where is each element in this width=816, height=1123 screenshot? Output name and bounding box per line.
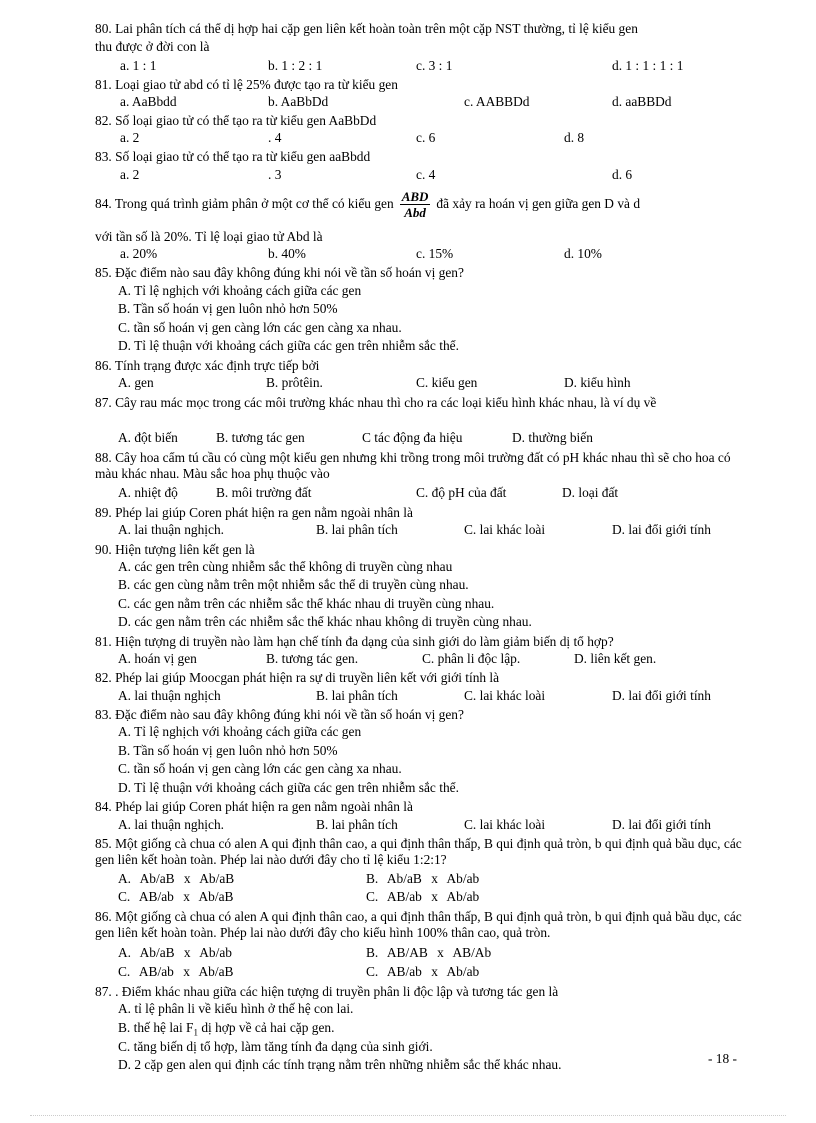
q83b-option-c: C. tần số hoán vị gen càng lớn các gen càng xa nhau. — [118, 761, 402, 776]
q84-stem-line2: với tần số là 20%. Tỉ lệ loại giao tử Abd là — [95, 229, 323, 244]
q85b-option-c1: C. AB/ab x Ab/aB — [118, 889, 234, 904]
q81-option-d: d. aaBBDd — [612, 94, 672, 109]
q86b-option-b: B. AB/AB x AB/Ab — [366, 945, 492, 960]
q83b-option-b: B. Tần số hoán vị gen luôn nhỏ hơn 50% — [118, 743, 338, 758]
q83-option-c: c. 4 — [416, 167, 436, 182]
q90-stem: 90. Hiện tượng liên kết gen là — [95, 542, 255, 557]
q84-option-c: c. 15% — [416, 246, 454, 261]
q87-option-d: D. thường biến — [512, 430, 593, 445]
q90-option-a: A. các gen trên cùng nhiễm sắc thể không di truyền cùng nhau — [118, 559, 453, 574]
q88-stem: 88. Cây hoa cẩm tú cầu có cùng một kiểu gen nhưng khi trồng trong môi trường đất có pH khác nhau thì sẽ cho hoa có màu khác nhau. Màu sắc hoa phụ thuộc vào — [95, 450, 731, 481]
q82-stem: 82. Số loại giao tử có thể tạo ra từ kiểu gen AaBbDd — [95, 113, 377, 128]
q81b-stem: 81. Hiện tượng di truyền nào làm hạn chế tính đa dạng của sinh giới do làm giảm biến dị tổ hợp? — [95, 634, 614, 649]
q85-option-b: B. Tần số hoán vị gen luôn nhỏ hơn 50% — [118, 301, 338, 316]
q82b-option-c: C. lai khác loài — [464, 688, 546, 703]
fraction-denominator: Abd — [404, 205, 426, 221]
q86b-stem: 86. Một giống cà chua có alen A qui định thân cao, a qui định thân thấp, B qui định quả tròn, b qui định quả bầu dục, các gen liên kết hoàn toàn. Phép lai nào dưới đây cho kiểu hình 100% thân cao, quả tròn. — [95, 909, 742, 940]
q82-option-d: d. 8 — [564, 130, 585, 145]
q85-option-a: A. Tỉ lệ nghịch với khoảng cách giữa các gen — [118, 283, 362, 298]
q84b-option-d: D. lai đổi giới tính — [612, 817, 711, 832]
q88-option-c: C. độ pH của đất — [416, 485, 507, 500]
q82b-stem: 82. Phép lai giúp Moocgan phát hiện ra sự di truyền liên kết với giới tính là — [95, 670, 500, 685]
q88-option-b: B. môi trường đất — [216, 485, 312, 500]
q80-stem-line2: thu được ở đời con là — [95, 39, 210, 54]
q82-option-a: a. 2 — [120, 130, 140, 145]
q81-option-a: a. AaBbdd — [120, 94, 177, 109]
q86-stem: 86. Tính trạng được xác định trực tiếp bởi — [95, 358, 320, 373]
q86-option-d: D. kiểu hình — [564, 375, 631, 390]
q87b-option-b-post: dị hợp về cả hai cặp gen. — [198, 1020, 335, 1035]
q84b-stem: 84. Phép lai giúp Coren phát hiện ra gen nằm ngoài nhân là — [95, 799, 413, 814]
genotype-fraction — [400, 189, 431, 220]
q82b-option-d: D. lai đổi giới tính — [612, 688, 711, 703]
q84b-option-a: A. lai thuận nghịch. — [118, 817, 224, 832]
q89-option-b: B. lai phân tích — [316, 522, 398, 537]
q87-option-c: C tác động đa hiệu — [362, 430, 463, 445]
q82-option-c: c. 6 — [416, 130, 436, 145]
page-number: - 18 - — [708, 1051, 738, 1066]
q85-option-c: C. tần số hoán vị gen càng lớn các gen càng xa nhau. — [118, 320, 402, 335]
q90-option-c: C. các gen nằm trên các nhiễm sắc thể khác nhau di truyền cùng nhau. — [118, 596, 495, 611]
q85b-option-c2: C. AB/ab x Ab/ab — [366, 889, 480, 904]
q88-option-a: A. nhiệt độ — [118, 485, 178, 500]
q86b-option-c1: C. AB/ab x Ab/aB — [118, 964, 234, 979]
q87b-option-d: D. 2 cặp gen alen qui định các tính trạng nằm trên những nhiễm sắc thể khác nhau. — [118, 1057, 562, 1072]
q83b-stem: 83. Đặc điểm nào sau đây không đúng khi nói về tần số hoán vị gen? — [95, 707, 464, 722]
q84-option-d: d. 10% — [564, 246, 602, 261]
q90-option-b: B. các gen cùng nằm trên một nhiễm sắc thể di truyền cùng nhau. — [118, 577, 469, 592]
q87-option-a: A. đột biến — [118, 430, 178, 445]
q86-option-a: A. gen — [118, 375, 154, 390]
q80-option-b: b. 1 : 2 : 1 — [268, 58, 323, 73]
q84-stem-line1 — [95, 187, 756, 221]
q81b-option-d: D. liên kết gen. — [574, 651, 657, 666]
q84-option-a: a. 20% — [120, 246, 158, 261]
q82b-option-a: A. lai thuận nghịch — [118, 688, 221, 703]
q86b-option-a: A. Ab/aB x Ab/ab — [118, 945, 232, 960]
q84b-option-b: B. lai phân tích — [316, 817, 398, 832]
q87b-stem: 87. . Điểm khác nhau giữa các hiện tượng di truyền phân li độc lập và tương tác gen là — [95, 984, 559, 999]
q86-option-b: B. prôtêin. — [266, 375, 323, 390]
q82-option-b: . 4 — [268, 130, 282, 145]
q81b-option-a: A. hoán vị gen — [118, 651, 197, 666]
q82b-option-b: B. lai phân tích — [316, 688, 398, 703]
q85b-stem: 85. Một giống cà chua có alen A qui định thân cao, a qui định thân thấp, B qui định quả tròn, b qui định quả bầu dục, các gen liên kết hoàn toàn. Phép lai nào dưới đây cho tỉ lệ kiểu 1:2:1? — [95, 836, 742, 867]
q87b-option-a: A. tỉ lệ phân li về kiểu hình ở thế hệ con lai. — [118, 1001, 354, 1016]
q80-option-a: a. 1 : 1 — [120, 58, 157, 73]
q84-option-b: b. 40% — [268, 246, 306, 261]
q81b-option-b: B. tương tác gen. — [266, 651, 359, 666]
q83b-option-d: D. Tỉ lệ thuận với khoảng cách giữa các gen trên nhiễm sắc thể. — [118, 780, 459, 795]
q90-option-d: D. các gen nằm trên các nhiễm sắc thể khác nhau không di truyền cùng nhau. — [118, 614, 532, 629]
q87-option-b: B. tương tác gen — [216, 430, 305, 445]
q85-option-d: D. Tỉ lệ thuận với khoảng cách giữa các gen trên nhiễm sắc thể. — [118, 338, 459, 353]
q89-option-c: C. lai khác loài — [464, 522, 546, 537]
q84b-option-c: C. lai khác loài — [464, 817, 546, 832]
q81-option-b: b. AaBbDd — [268, 94, 329, 109]
q80-stem-line1: 80. Lai phân tích cá thể dị hợp hai cặp gen liên kết hoàn toàn trên một cặp NST thường, tỉ lệ kiểu gen — [95, 21, 638, 36]
q85b-option-a: A. Ab/aB x Ab/aB — [118, 871, 235, 886]
q84-stem-after: đã xảy ra hoán vị gen giữa gen D và d — [436, 196, 641, 211]
q81-stem: 81. Loại giao tử abd có tỉ lệ 25% được tạo ra từ kiểu gen — [95, 77, 398, 92]
q81-option-c: c. AABBDd — [464, 94, 530, 109]
q87b-option-b — [118, 1020, 334, 1038]
q87b-option-b-sub: 1 — [193, 1027, 198, 1038]
q83-option-a: a. 2 — [120, 167, 140, 182]
q80-option-d: d. 1 : 1 : 1 : 1 — [612, 58, 684, 73]
page-bottom-border — [30, 1115, 786, 1116]
q85b-option-b: B. Ab/aB x Ab/ab — [366, 871, 480, 886]
q85-stem: 85. Đặc điểm nào sau đây không đúng khi nói về tần số hoán vị gen? — [95, 265, 464, 280]
q87-stem: 87. Cây rau mác mọc trong các môi trường khác nhau thì cho ra các loại kiểu hình khác nhau, là ví dụ về — [95, 395, 657, 410]
q83-option-d: d. 6 — [612, 167, 633, 182]
q88-option-d: D. loại đất — [562, 485, 619, 500]
q89-stem: 89. Phép lai giúp Coren phát hiện ra gen nằm ngoài nhân là — [95, 505, 413, 520]
q86b-option-c2: C. AB/ab x Ab/ab — [366, 964, 480, 979]
q81b-option-c: C. phân li độc lập. — [422, 651, 521, 666]
q83-stem: 83. Số loại giao tử có thể tạo ra từ kiểu gen aaBbdd — [95, 149, 371, 164]
q83b-option-a: A. Tỉ lệ nghịch với khoảng cách giữa các gen — [118, 724, 362, 739]
q80-option-c: c. 3 : 1 — [416, 58, 453, 73]
q86-option-c: C. kiểu gen — [416, 375, 478, 390]
q84-stem-before: 84. Trong quá trình giảm phân ở một cơ thể có kiểu gen — [95, 196, 394, 211]
fraction-numerator: ABD — [401, 189, 429, 205]
q87b-option-b-pre: B. thế hệ lai F — [118, 1020, 194, 1035]
q83-option-b: . 3 — [268, 167, 282, 182]
q87b-option-c: C. tăng biến dị tổ hợp, làm tăng tính đa dạng của sinh giới. — [118, 1039, 433, 1054]
q89-option-d: D. lai đổi giới tính — [612, 522, 711, 537]
q89-option-a: A. lai thuận nghịch. — [118, 522, 224, 537]
